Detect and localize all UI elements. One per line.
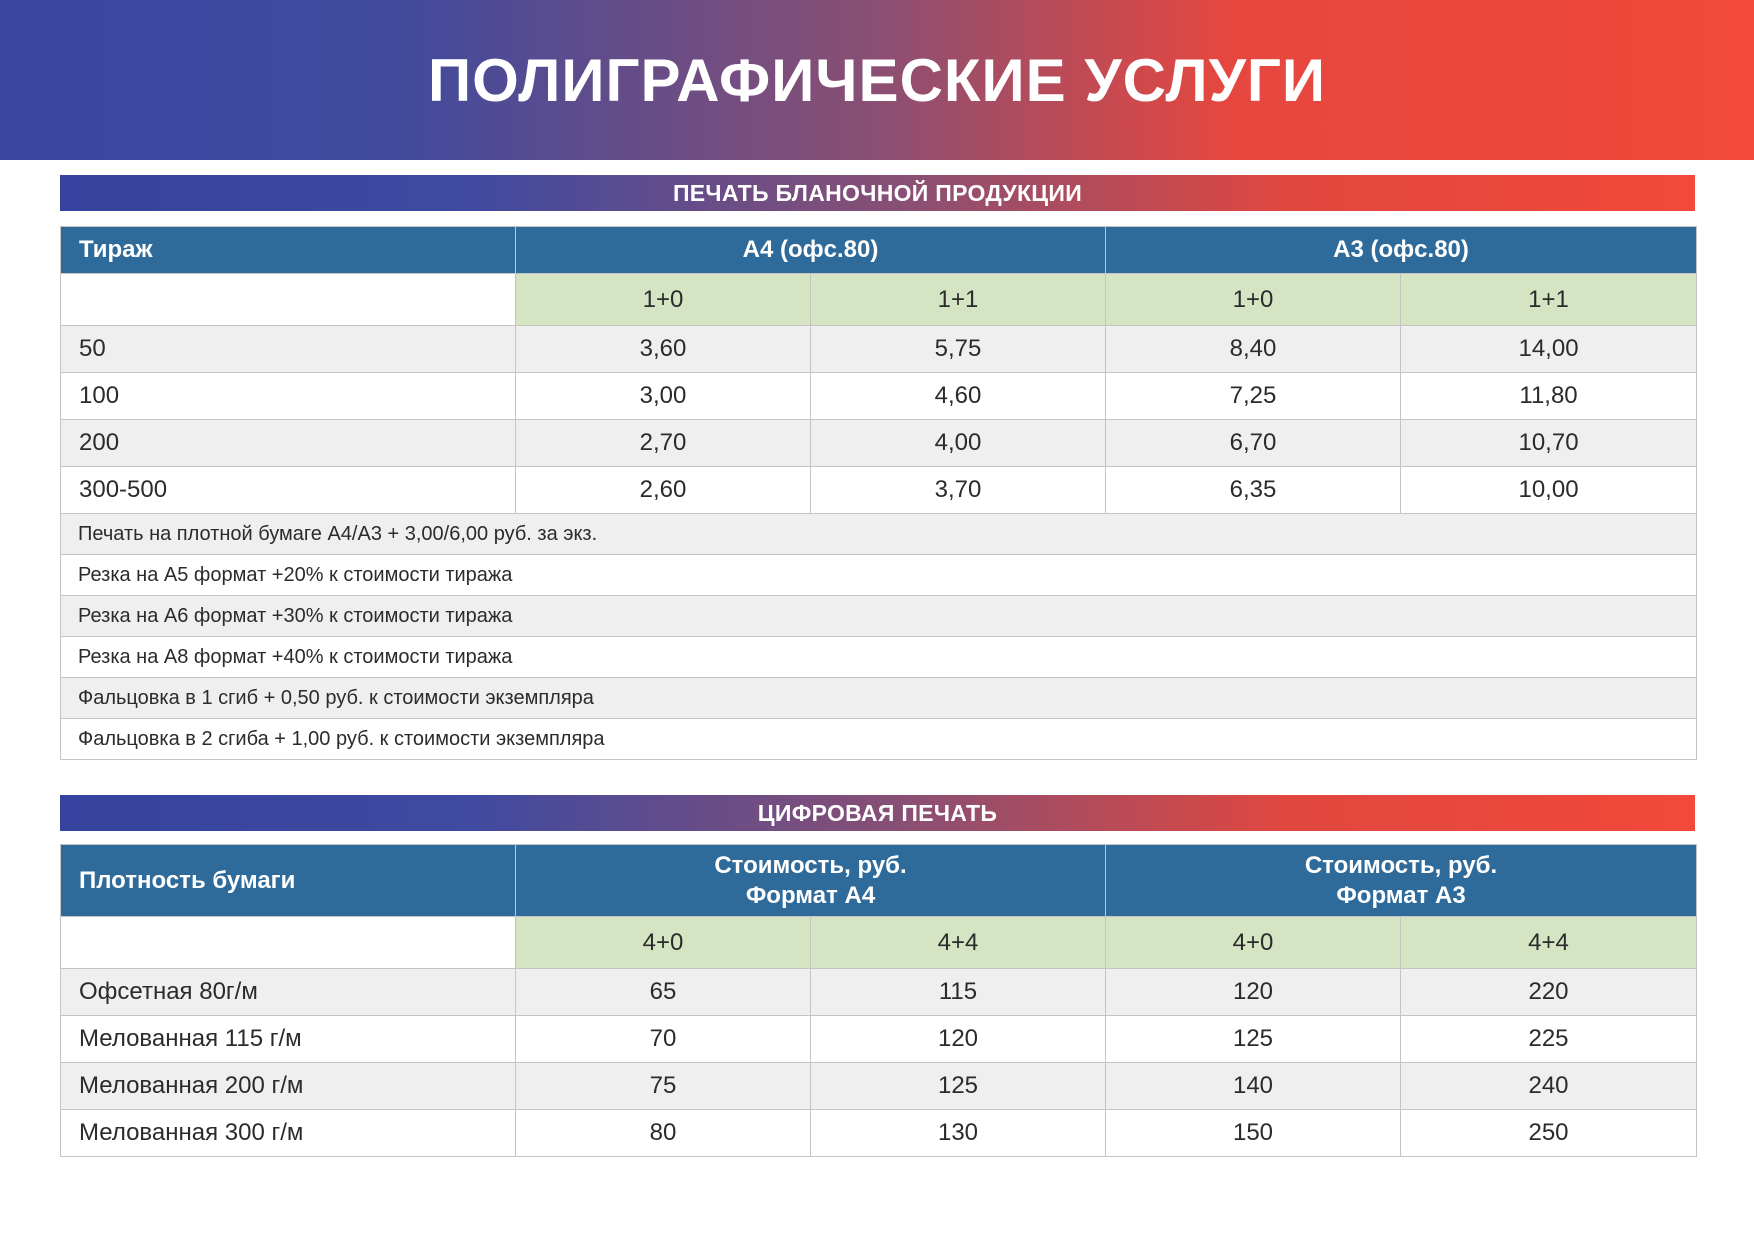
col-header-tirazh: Тираж (61, 227, 516, 274)
note-row (61, 637, 1697, 678)
subheader-a4-4-4: 4+4 (811, 917, 1106, 969)
col-group-a3: А3 (офс.80) (1106, 227, 1697, 274)
subheader-a3-4-4: 4+4 (1401, 917, 1697, 969)
section-header-digital-print: ЦИФРОВАЯ ПЕЧАТЬ (60, 795, 1695, 831)
table-subheader-row (61, 917, 1697, 969)
price-cell: 5,75 (811, 326, 1106, 373)
price-cell: 4,00 (811, 420, 1106, 467)
table-subheader-row (61, 274, 1697, 326)
price-cell: 10,00 (1401, 467, 1697, 514)
price-cell: 130 (811, 1110, 1106, 1157)
row-label: 200 (61, 420, 516, 467)
col-group-a4-line1: Стоимость, руб. (714, 851, 907, 879)
price-cell: 10,70 (1401, 420, 1697, 467)
price-cell: 3,70 (811, 467, 1106, 514)
price-cell: 140 (1106, 1063, 1401, 1110)
page-title: ПОЛИГРАФИЧЕСКИЕ УСЛУГИ (427, 46, 1327, 114)
note-text: Печать на плотной бумаге А4/А3 + 3,00/6,00 руб. за экз. (61, 514, 1697, 555)
table-row (61, 1110, 1697, 1157)
price-cell: 120 (1106, 969, 1401, 1016)
price-cell: 7,25 (1106, 373, 1401, 420)
blank-print-table (60, 226, 1697, 760)
price-cell: 2,70 (516, 420, 811, 467)
price-cell: 120 (811, 1016, 1106, 1063)
price-cell: 150 (1106, 1110, 1401, 1157)
price-cell: 250 (1401, 1110, 1697, 1157)
note-row (61, 596, 1697, 637)
title-banner (0, 0, 1754, 160)
note-text: Резка на А6 формат +30% к стоимости тиража (61, 596, 1697, 637)
note-text: Резка на А5 формат +20% к стоимости тиража (61, 555, 1697, 596)
subheader-a3-4-0: 4+0 (1106, 917, 1401, 969)
row-label: 300-500 (61, 467, 516, 514)
col-header-paper-density: Плотность бумаги (61, 845, 516, 917)
price-cell: 3,00 (516, 373, 811, 420)
table-row (61, 420, 1697, 467)
subheader-a4-1-1: 1+1 (811, 274, 1106, 326)
price-cell: 225 (1401, 1016, 1697, 1063)
price-cell: 220 (1401, 969, 1697, 1016)
digital-print-table (60, 844, 1697, 1157)
col-group-a3-line1: Стоимость, руб. (1304, 851, 1498, 879)
row-label: Мелованная 300 г/м (61, 1110, 516, 1157)
note-text: Резка на А8 формат +40% к стоимости тиража (61, 637, 1697, 678)
table-header-row (61, 845, 1697, 917)
note-text: Фальцовка в 2 сгиба + 1,00 руб. к стоимости экземпляра (61, 719, 1697, 760)
table-row (61, 969, 1697, 1016)
subheader-a4-4-0: 4+0 (516, 917, 811, 969)
subheader-a3-1-1: 1+1 (1401, 274, 1697, 326)
price-cell: 65 (516, 969, 811, 1016)
price-cell: 125 (1106, 1016, 1401, 1063)
row-label: 50 (61, 326, 516, 373)
price-cell: 80 (516, 1110, 811, 1157)
price-cell: 240 (1401, 1063, 1697, 1110)
price-cell: 70 (516, 1016, 811, 1063)
section-header-blank-print: ПЕЧАТЬ БЛАНОЧНОЙ ПРОДУКЦИИ (60, 175, 1695, 211)
row-label: Мелованная 200 г/м (61, 1063, 516, 1110)
price-cell: 2,60 (516, 467, 811, 514)
price-cell: 14,00 (1401, 326, 1697, 373)
col-group-a4 (516, 845, 1106, 917)
note-row (61, 678, 1697, 719)
price-cell: 75 (516, 1063, 811, 1110)
price-cell: 4,60 (811, 373, 1106, 420)
table-row (61, 1063, 1697, 1110)
price-cell: 11,80 (1401, 373, 1697, 420)
row-label: Мелованная 115 г/м (61, 1016, 516, 1063)
note-text: Фальцовка в 1 сгиб + 0,50 руб. к стоимости экземпляра (61, 678, 1697, 719)
price-cell: 6,35 (1106, 467, 1401, 514)
subheader-blank-cell (61, 917, 516, 969)
note-row (61, 719, 1697, 760)
subheader-a4-1-0: 1+0 (516, 274, 811, 326)
row-label: 100 (61, 373, 516, 420)
subheader-a3-1-0: 1+0 (1106, 274, 1401, 326)
col-group-a3 (1106, 845, 1697, 917)
price-cell: 3,60 (516, 326, 811, 373)
table-row (61, 373, 1697, 420)
row-label: Офсетная 80г/м (61, 969, 516, 1016)
col-group-a3-line2: Формат А3 (1336, 881, 1466, 909)
subheader-blank-cell (61, 274, 516, 326)
price-cell: 115 (811, 969, 1106, 1016)
note-row (61, 514, 1697, 555)
note-row (61, 555, 1697, 596)
table-row (61, 467, 1697, 514)
col-group-a4-line2: Формат А4 (745, 881, 876, 909)
price-cell: 8,40 (1106, 326, 1401, 373)
price-cell: 6,70 (1106, 420, 1401, 467)
col-group-a4: А4 (офс.80) (516, 227, 1106, 274)
table-row (61, 1016, 1697, 1063)
price-cell: 125 (811, 1063, 1106, 1110)
table-row (61, 326, 1697, 373)
table-header-row (61, 227, 1697, 274)
